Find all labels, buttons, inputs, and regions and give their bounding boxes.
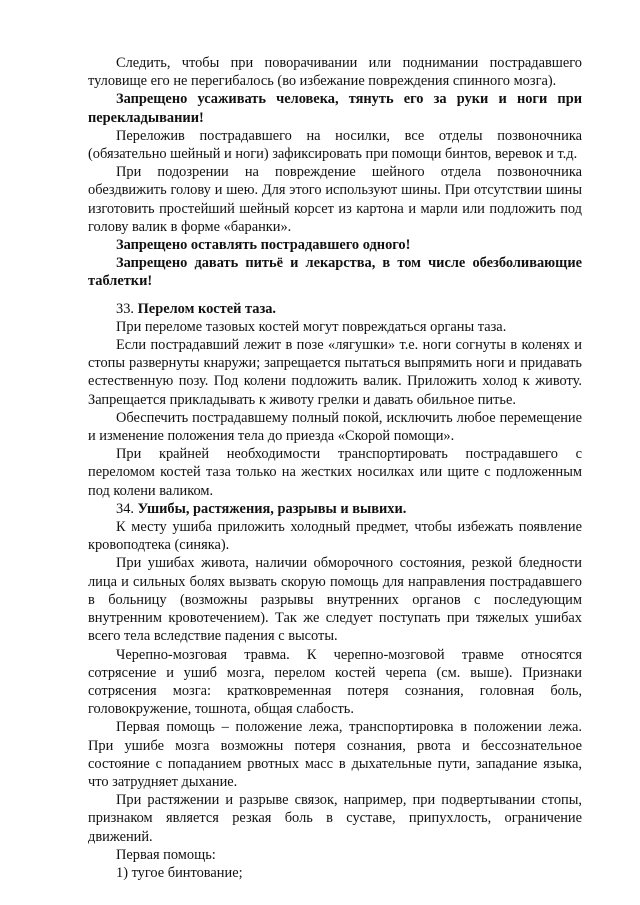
paragraph: При подозрении на повреждение шейного отдела позвоночника обездвижить голову и шею. Для этого используют шины. При отсутствии шины изготовить простейший шейный корсет из картона и марли или подложить под голову валик в форме «баранки». bbox=[88, 164, 582, 235]
paragraph: При ушибах живота, наличии обморочного состояния, резкой бледности лица и сильных болях вызвать скорую помощь для направления пострадавшего в больницу (возможны разрывы внутренних органов с последующим внутренним кровотечением). Так же следует поступать при тяжелых ушибах всего тела вследствие падения с высоты. bbox=[88, 555, 582, 645]
paragraph: При переломе тазовых костей могут повреждаться органы таза. bbox=[116, 318, 507, 335]
warning-text: Запрещено давать питьё и лекарства, в том числе обезболивающие таблетки! bbox=[88, 255, 582, 290]
paragraph: Обеспечить пострадавшему полный покой, исключить любое перемещение и изменение положения тела до приезда «Скорой помощи». bbox=[88, 409, 582, 445]
section-heading-pelvis bbox=[88, 300, 582, 318]
paragraph: К месту ушиба приложить холодный предмет, чтобы избежать появление кровоподтека (синяка). bbox=[88, 519, 582, 554]
paragraph: Если пострадавший лежит в позе «лягушки» т.е. ноги согнуты в коленях и стопы развернуты кнаружи; запрещается пытаться выпрямить ноги и придавать естественную позу. Под колени подложить валик. Приложить холод к животу. Запрещается прикладывать к животу грелки и давать обильное питье. bbox=[88, 337, 582, 408]
paragraph: Следить, чтобы при поворачивании или поднимании пострадавшего туловище его не перегибалось (во избежание повреждения спинного мозга). bbox=[88, 55, 582, 90]
section-heading-bruises bbox=[88, 500, 582, 518]
paragraph: При растяжении и разрыве связок, например, при подвертывании стопы, признаком является резкая боль в суставе, припухлость, ограничение движений. bbox=[88, 792, 582, 845]
section-number: 34. bbox=[116, 500, 134, 517]
section-number: 33. bbox=[116, 300, 134, 317]
document-page bbox=[88, 54, 582, 882]
section-title: Ушибы, растяжения, разрывы и вывихи. bbox=[137, 500, 407, 517]
list-item: 1) тугое бинтование; bbox=[116, 864, 243, 881]
section-title: Перелом костей таза. bbox=[137, 300, 277, 317]
paragraph: При крайней необходимости транспортировать пострадавшего с переломом костей таза только на жестких носилках или щите с подложенным под колени валиком. bbox=[88, 446, 582, 499]
paragraph: Переложив пострадавшего на носилки, все отделы позвоночника (обязательно шейный и ноги) зафиксировать при помощи бинтов, веревок и т.д. bbox=[88, 127, 582, 163]
paragraph: Первая помощь: bbox=[116, 846, 216, 863]
warning-text: Запрещено оставлять пострадавшего одного! bbox=[116, 237, 411, 254]
paragraph: Первая помощь – положение лежа, транспортировка в положении лежа. При ушибе мозга возможны потеря сознания, рвота и бессознательное состояние с попаданием рвотных масс в дыхательные пути, западание языка, что затрудняет дыхание. bbox=[88, 719, 582, 790]
warning-text: Запрещено усаживать человека, тянуть его за руки и ноги при перекладывании! bbox=[88, 91, 582, 126]
paragraph: Черепно-мозговая травма. К черепно-мозговой травме относятся сотрясение и ушиб мозга, перелом костей черепа (см. выше). Признаки сотрясения мозга: кратковременная потеря сознания, головная боль, головокружение, тошнота, общая слабость. bbox=[88, 646, 582, 718]
